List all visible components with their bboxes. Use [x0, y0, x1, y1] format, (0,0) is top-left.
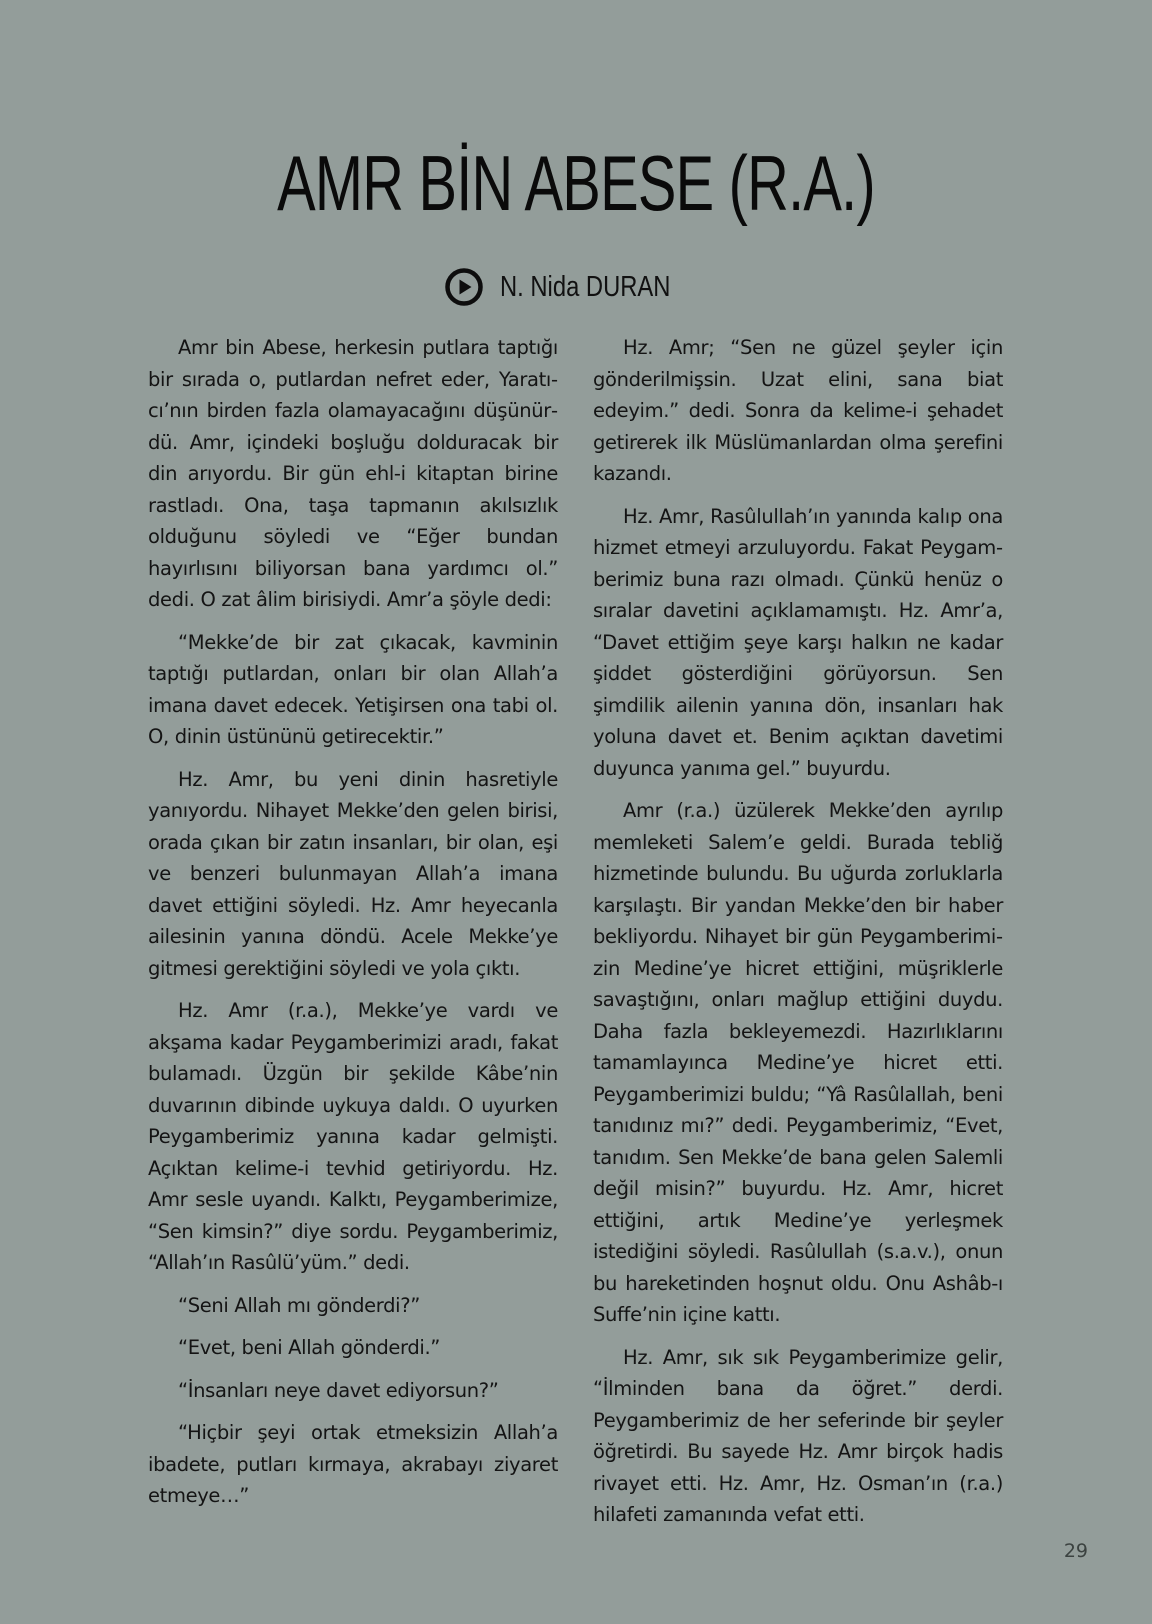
- paragraph: Hz. Amr; “Sen ne güzel şeyler için gönderilmişsin. Uzat elini, sana biat edeyim.” dedi. Sonra da kelime-i şehadet getirerek ilk Müslümanlardan olma şerefini kazandı.: [593, 336, 1003, 485]
- right-column: [593, 332, 1003, 1542]
- paragraph: “Mekke’de bir zat çıkacak, kavminin taptığı putlardan, onları bir olan Allah’a imana davet edecek. Yetişirsen ona tabi ol. O, dinin üstününü getirecektir.”: [148, 630, 558, 748]
- article-title: AMR BİN ABESE (R.A.): [277, 139, 875, 227]
- paragraph: Amr (r.a.) üzülerek Mekke’den ayrılıp memleketi Salem’e geldi. Burada tebliğ hizmetinde bulundu. Bu uğurda zorluklarla karşılaştı. Bir yandan Mekke’den bir haber bekliyordu. Nihayet bir gün Peygamberimizin Medine’ye hicret ettiğini, müşriklerle savaştığını, onları mağlup ettiğini duydu. Daha fazla bekleyemezdi. Hazırlıklarını tamamlayınca Medine’ye hicret etti. Peygamberimizi buldu; “Yâ Rasûlallah, beni tanıdınız mı?” dedi. Peygamberimiz, “Evet, tanıdım. Sen Mekke’de bana gelen Salemli değil misin?” buyurdu. Hz. Amr, hicret ettiğini, artık Medine’ye yerleşmek istediğini söyledi. Rasûlullah (s.a.v.), onun bu hareketinden hoşnut oldu. Onu Ashâb-ı Suffe’nin içine kattı.: [593, 799, 1003, 1326]
- play-circle-icon: [444, 267, 484, 307]
- paragraph: “Evet, beni Allah gönderdi.”: [178, 1336, 441, 1359]
- paragraph: “İnsanları neye davet ediyorsun?”: [178, 1378, 499, 1402]
- page-number: 29: [1063, 1540, 1088, 1562]
- author-name: N. Nida DURAN: [500, 271, 671, 303]
- paragraph: Amr bin Abese, herkesin putlara taptığı bir sırada o, putlardan nefret eder, Yaratıcı’nın birden fazla olamayacağını düşünürdü. Amr, içindeki boşluğu dolduracak bir din arıyordu. Bir gün ehl-i kitaptan birine rastladı. Ona, taşa tapmanın akılsızlık olduğunu söyledi ve “Eğer bundan hayırlısını biliyorsan bana yardımcı ol.” dedi. O zat âlim birisiydi. Amr’a şöyle dedi:: [148, 336, 558, 611]
- paragraph: Hz. Amr, sık sık Peygamberimize gelir, “İlminden bana da öğret.” derdi. Peygamberimiz de her seferinde bir şeyler öğretirdi. Bu sayede Hz. Amr birçok hadis rivayet etti. Hz. Amr, Hz. Osman’ın (r.a.) hilafeti zamanında vefat etti.: [593, 1345, 1003, 1526]
- left-column: [148, 332, 558, 1523]
- paragraph: “Seni Allah mı gönderdi?”: [178, 1293, 420, 1317]
- paragraph: “Hiçbir şeyi ortak etmeksizin Allah’a ibadete, putları kırmaya, akrabayı ziyaret etmeye…”: [148, 1421, 558, 1507]
- paragraph: Hz. Amr (r.a.), Mekke’ye vardı ve akşama kadar Peygamberimizi aradı, fakat bulamadı. Üzgün bir şekilde Kâbe’nin duvarının dibinde uykuya daldı. O uyurken Peygamberimiz yanına kadar gelmişti. Açıktan kelime-i tevhid getiriyordu. Hz. Amr sesle uyandı. Kalktı, Peygamberimize, “Sen kimsin?” diye sordu. Peygamberimiz, “Allah’ın Rasûlü’yüm.” dedi.: [148, 999, 558, 1274]
- paragraph: Hz. Amr, bu yeni dinin hasretiyle yanıyordu. Nihayet Mekke’den gelen birisi, orada çıkan bir zatın insanları, bir olan, eşi ve benzeri bulunmayan Allah’a imana davet ettiğini söyledi. Hz. Amr heyecanla ailesinin yanına döndü. Acele Mekke’ye gitmesi gerektiğini söyledi ve yola çıktı.: [148, 767, 558, 980]
- paragraph: Hz. Amr, Rasûlullah’ın yanında kalıp ona hizmet etmeyi arzuluyordu. Fakat Peygamberimiz buna razı olmadı. Çünkü henüz o sıralar davetini açıklamamıştı. Hz. Amr’a, “Davet ettiğim şeye karşı halkın ne kadar şiddet gösterdiğini görüyorsun. Sen şimdilik ailenin yanına dön, insanları hak yoluna davet et. Benim açıktan davetimi duyunca yanıma gel.” buyurdu.: [593, 504, 1003, 780]
- author-byline: [0, 267, 1152, 307]
